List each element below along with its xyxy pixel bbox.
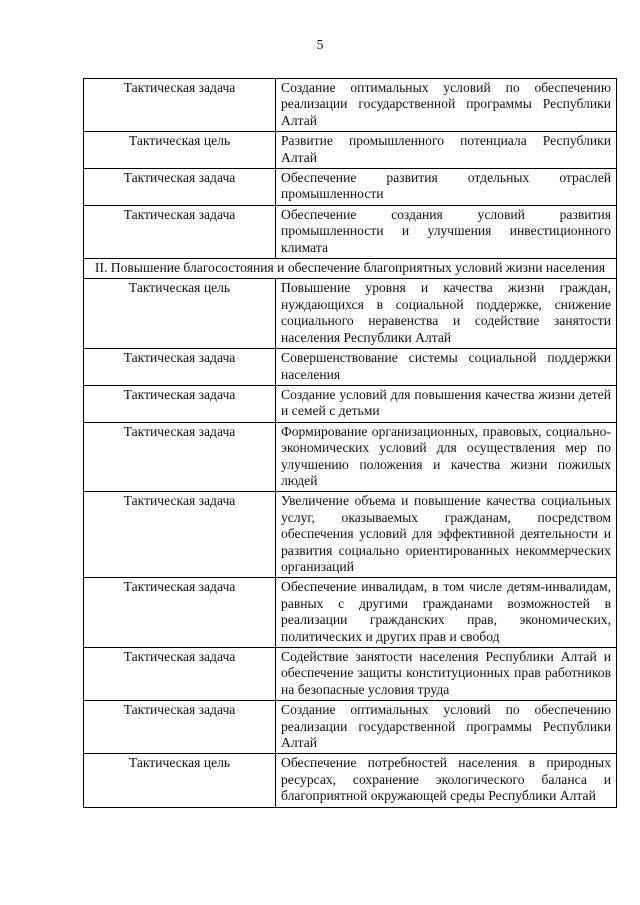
row-description: Создание оптимальных условий по обеспечению реализации государственной программы Республики Алтай — [276, 79, 617, 132]
row-description: Повышение уровня и качества жизни граждан, нуждающихся в социальной поддержке, снижение социального неравенства и содействие занятости населения Республики Алтай — [276, 279, 617, 349]
table-row — [84, 648, 617, 701]
table-row — [84, 701, 617, 754]
row-label: Тактическая задача — [84, 205, 276, 258]
goals-table — [83, 78, 617, 808]
row-description: Содействие занятости населения Республики Алтай и обеспечение защиты конституционных прав работников на безопасные условия труда — [276, 648, 617, 701]
row-description: Обеспечение инвалидам, в том числе детям-инвалидам, равных с другими гражданами возможностей в реализации гражданских прав, экономических, политических и других прав и свобод — [276, 578, 617, 648]
row-label: Тактическая цель — [84, 279, 276, 349]
table-row — [84, 754, 617, 807]
row-description: Обеспечение развития отдельных отраслей промышленности — [276, 169, 617, 206]
row-description: Создание условий для повышения качества жизни детей и семей с детьми — [276, 385, 617, 422]
row-label: Тактическая задача — [84, 169, 276, 206]
table-row — [84, 349, 617, 386]
table-row — [84, 169, 617, 206]
row-label: Тактическая задача — [84, 349, 276, 386]
row-label: Тактическая задача — [84, 648, 276, 701]
row-description: Формирование организационных, правовых, социально-экономических условий для осуществления мер по улучшению положения и качества жизни пожилых людей — [276, 422, 617, 492]
table-row — [84, 132, 617, 169]
table-row — [84, 279, 617, 349]
row-label: Тактическая задача — [84, 492, 276, 578]
row-label: Тактическая задача — [84, 79, 276, 132]
row-label: Тактическая задача — [84, 385, 276, 422]
row-label: Тактическая цель — [84, 754, 276, 807]
row-description: Обеспечение создания условий развития промышленности и улучшения инвестиционного климата — [276, 205, 617, 258]
table-row — [84, 205, 617, 258]
section-heading: II. Повышение благосостояния и обеспечение благоприятных условий жизни населения — [84, 259, 617, 279]
section-row — [84, 259, 617, 279]
row-label: Тактическая задача — [84, 578, 276, 648]
row-description: Совершенствование системы социальной поддержки населения — [276, 349, 617, 386]
table-row — [84, 422, 617, 492]
row-description: Обеспечение потребностей населения в природных ресурсах, сохранение экологического баланса и благоприятной окружающей среды Республики Алтай — [276, 754, 617, 807]
table-row — [84, 385, 617, 422]
row-label: Тактическая цель — [84, 132, 276, 169]
row-label: Тактическая задача — [84, 701, 276, 754]
row-description: Развитие промышленного потенциала Республики Алтай — [276, 132, 617, 169]
table-row — [84, 578, 617, 648]
table-row — [84, 79, 617, 132]
table-row — [84, 492, 617, 578]
page-number: 5 — [316, 38, 324, 53]
row-description: Увеличение объема и повышение качества социальных услуг, оказываемых гражданам, посредством обеспечения условий для эффективной деятельности и развития социально ориентированных некоммерческих организаций — [276, 492, 617, 578]
row-description: Создание оптимальных условий по обеспечению реализации государственной программы Республики Алтай — [276, 701, 617, 754]
row-label: Тактическая задача — [84, 422, 276, 492]
